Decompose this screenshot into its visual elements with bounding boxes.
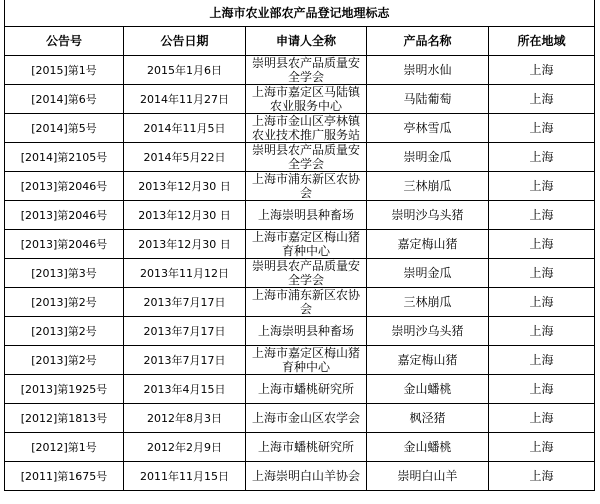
cell-notice-no: [2013]第2046号	[5, 230, 124, 259]
table-row	[5, 433, 595, 462]
cell-region: 上海	[489, 317, 595, 346]
cell-applicant: 上海市嘉定区梅山猪育种中心	[246, 346, 367, 375]
cell-product: 崇明白山羊	[367, 462, 489, 491]
cell-applicant: 上海市金山区亭林镇农业技术推广服务站	[246, 114, 367, 143]
cell-notice-date: 2013年11月12日	[124, 259, 246, 288]
cell-applicant: 上海市浦东新区农协会	[246, 288, 367, 317]
cell-notice-date: 2013年12月30 日	[124, 201, 246, 230]
cell-applicant: 崇明县农产品质量安全学会	[246, 56, 367, 85]
cell-notice-no: [2013]第3号	[5, 259, 124, 288]
cell-notice-no: [2013]第2号	[5, 346, 124, 375]
cell-notice-date: 2015年1月6日	[124, 56, 246, 85]
cell-notice-date: 2011年11月15日	[124, 462, 246, 491]
cell-region: 上海	[489, 259, 595, 288]
cell-product: 金山蟠桃	[367, 433, 489, 462]
cell-notice-no: [2012]第1号	[5, 433, 124, 462]
cell-notice-date: 2013年12月30 日	[124, 230, 246, 259]
cell-product: 马陆葡萄	[367, 85, 489, 114]
cell-notice-no: [2014]第6号	[5, 85, 124, 114]
cell-region: 上海	[489, 143, 595, 172]
cell-notice-no: [2014]第5号	[5, 114, 124, 143]
cell-product: 嘉定梅山猪	[367, 230, 489, 259]
cell-applicant: 上海市蟠桃研究所	[246, 375, 367, 404]
header-notice-date: 公告日期	[124, 27, 246, 56]
cell-region: 上海	[489, 404, 595, 433]
cell-notice-no: [2013]第2046号	[5, 172, 124, 201]
cell-product: 崇明金瓜	[367, 259, 489, 288]
cell-region: 上海	[489, 85, 595, 114]
table-row	[5, 346, 595, 375]
table-row	[5, 201, 595, 230]
cell-product: 亭林雪瓜	[367, 114, 489, 143]
cell-applicant: 上海市嘉定区梅山猪育种中心	[246, 230, 367, 259]
cell-product: 三林崩瓜	[367, 288, 489, 317]
cell-notice-date: 2013年7月17日	[124, 317, 246, 346]
cell-applicant: 崇明县农产品质量安全学会	[246, 143, 367, 172]
cell-notice-no: [2013]第1925号	[5, 375, 124, 404]
cell-notice-no: [2011]第1675号	[5, 462, 124, 491]
table-row	[5, 317, 595, 346]
cell-region: 上海	[489, 201, 595, 230]
cell-notice-no: [2014]第2105号	[5, 143, 124, 172]
table-row	[5, 114, 595, 143]
cell-region: 上海	[489, 288, 595, 317]
cell-notice-date: 2012年2月9日	[124, 433, 246, 462]
cell-region: 上海	[489, 172, 595, 201]
table-row	[5, 259, 595, 288]
header-row	[5, 27, 595, 56]
table-row	[5, 462, 595, 491]
cell-notice-date: 2012年8月3日	[124, 404, 246, 433]
cell-applicant: 上海市蟠桃研究所	[246, 433, 367, 462]
cell-applicant: 上海崇明县种畜场	[246, 317, 367, 346]
cell-notice-date: 2013年7月17日	[124, 346, 246, 375]
table-row	[5, 375, 595, 404]
cell-region: 上海	[489, 230, 595, 259]
cell-product: 嘉定梅山猪	[367, 346, 489, 375]
cell-region: 上海	[489, 375, 595, 404]
cell-applicant: 上海市金山区农学会	[246, 404, 367, 433]
cell-region: 上海	[489, 346, 595, 375]
cell-notice-date: 2014年11月5日	[124, 114, 246, 143]
cell-product: 崇明沙乌头猪	[367, 201, 489, 230]
table-body	[5, 56, 595, 491]
cell-applicant: 上海市浦东新区农协会	[246, 172, 367, 201]
cell-product: 崇明金瓜	[367, 143, 489, 172]
cell-applicant: 上海崇明白山羊协会	[246, 462, 367, 491]
table-row	[5, 143, 595, 172]
gi-registration-table	[4, 0, 595, 491]
cell-region: 上海	[489, 433, 595, 462]
cell-region: 上海	[489, 114, 595, 143]
header-notice-no: 公告号	[5, 27, 124, 56]
cell-notice-no: [2013]第2号	[5, 317, 124, 346]
cell-notice-date: 2013年12月30 日	[124, 172, 246, 201]
header-product: 产品名称	[367, 27, 489, 56]
cell-notice-no: [2015]第1号	[5, 56, 124, 85]
cell-notice-no: [2013]第2046号	[5, 201, 124, 230]
cell-product: 三林崩瓜	[367, 172, 489, 201]
header-applicant: 申请人全称	[246, 27, 367, 56]
cell-product: 金山蟠桃	[367, 375, 489, 404]
cell-applicant: 上海崇明县种畜场	[246, 201, 367, 230]
cell-applicant: 崇明县农产品质量安全学会	[246, 259, 367, 288]
cell-notice-date: 2013年4月15日	[124, 375, 246, 404]
cell-notice-date: 2014年5月22日	[124, 143, 246, 172]
header-region: 所在地域	[489, 27, 595, 56]
cell-product: 崇明水仙	[367, 56, 489, 85]
cell-applicant: 上海市嘉定区马陆镇农业服务中心	[246, 85, 367, 114]
cell-region: 上海	[489, 56, 595, 85]
table-row	[5, 404, 595, 433]
table-row	[5, 172, 595, 201]
cell-product: 枫泾猪	[367, 404, 489, 433]
registration-table-container	[4, 0, 594, 491]
cell-notice-date: 2013年7月17日	[124, 288, 246, 317]
table-row	[5, 230, 595, 259]
cell-region: 上海	[489, 462, 595, 491]
table-row	[5, 288, 595, 317]
cell-product: 崇明沙乌头猪	[367, 317, 489, 346]
cell-notice-date: 2014年11月27日	[124, 85, 246, 114]
cell-notice-no: [2012]第1813号	[5, 404, 124, 433]
table-title: 上海市农业部农产品登记地理标志	[5, 0, 595, 27]
table-row	[5, 85, 595, 114]
table-row	[5, 56, 595, 85]
cell-notice-no: [2013]第2号	[5, 288, 124, 317]
